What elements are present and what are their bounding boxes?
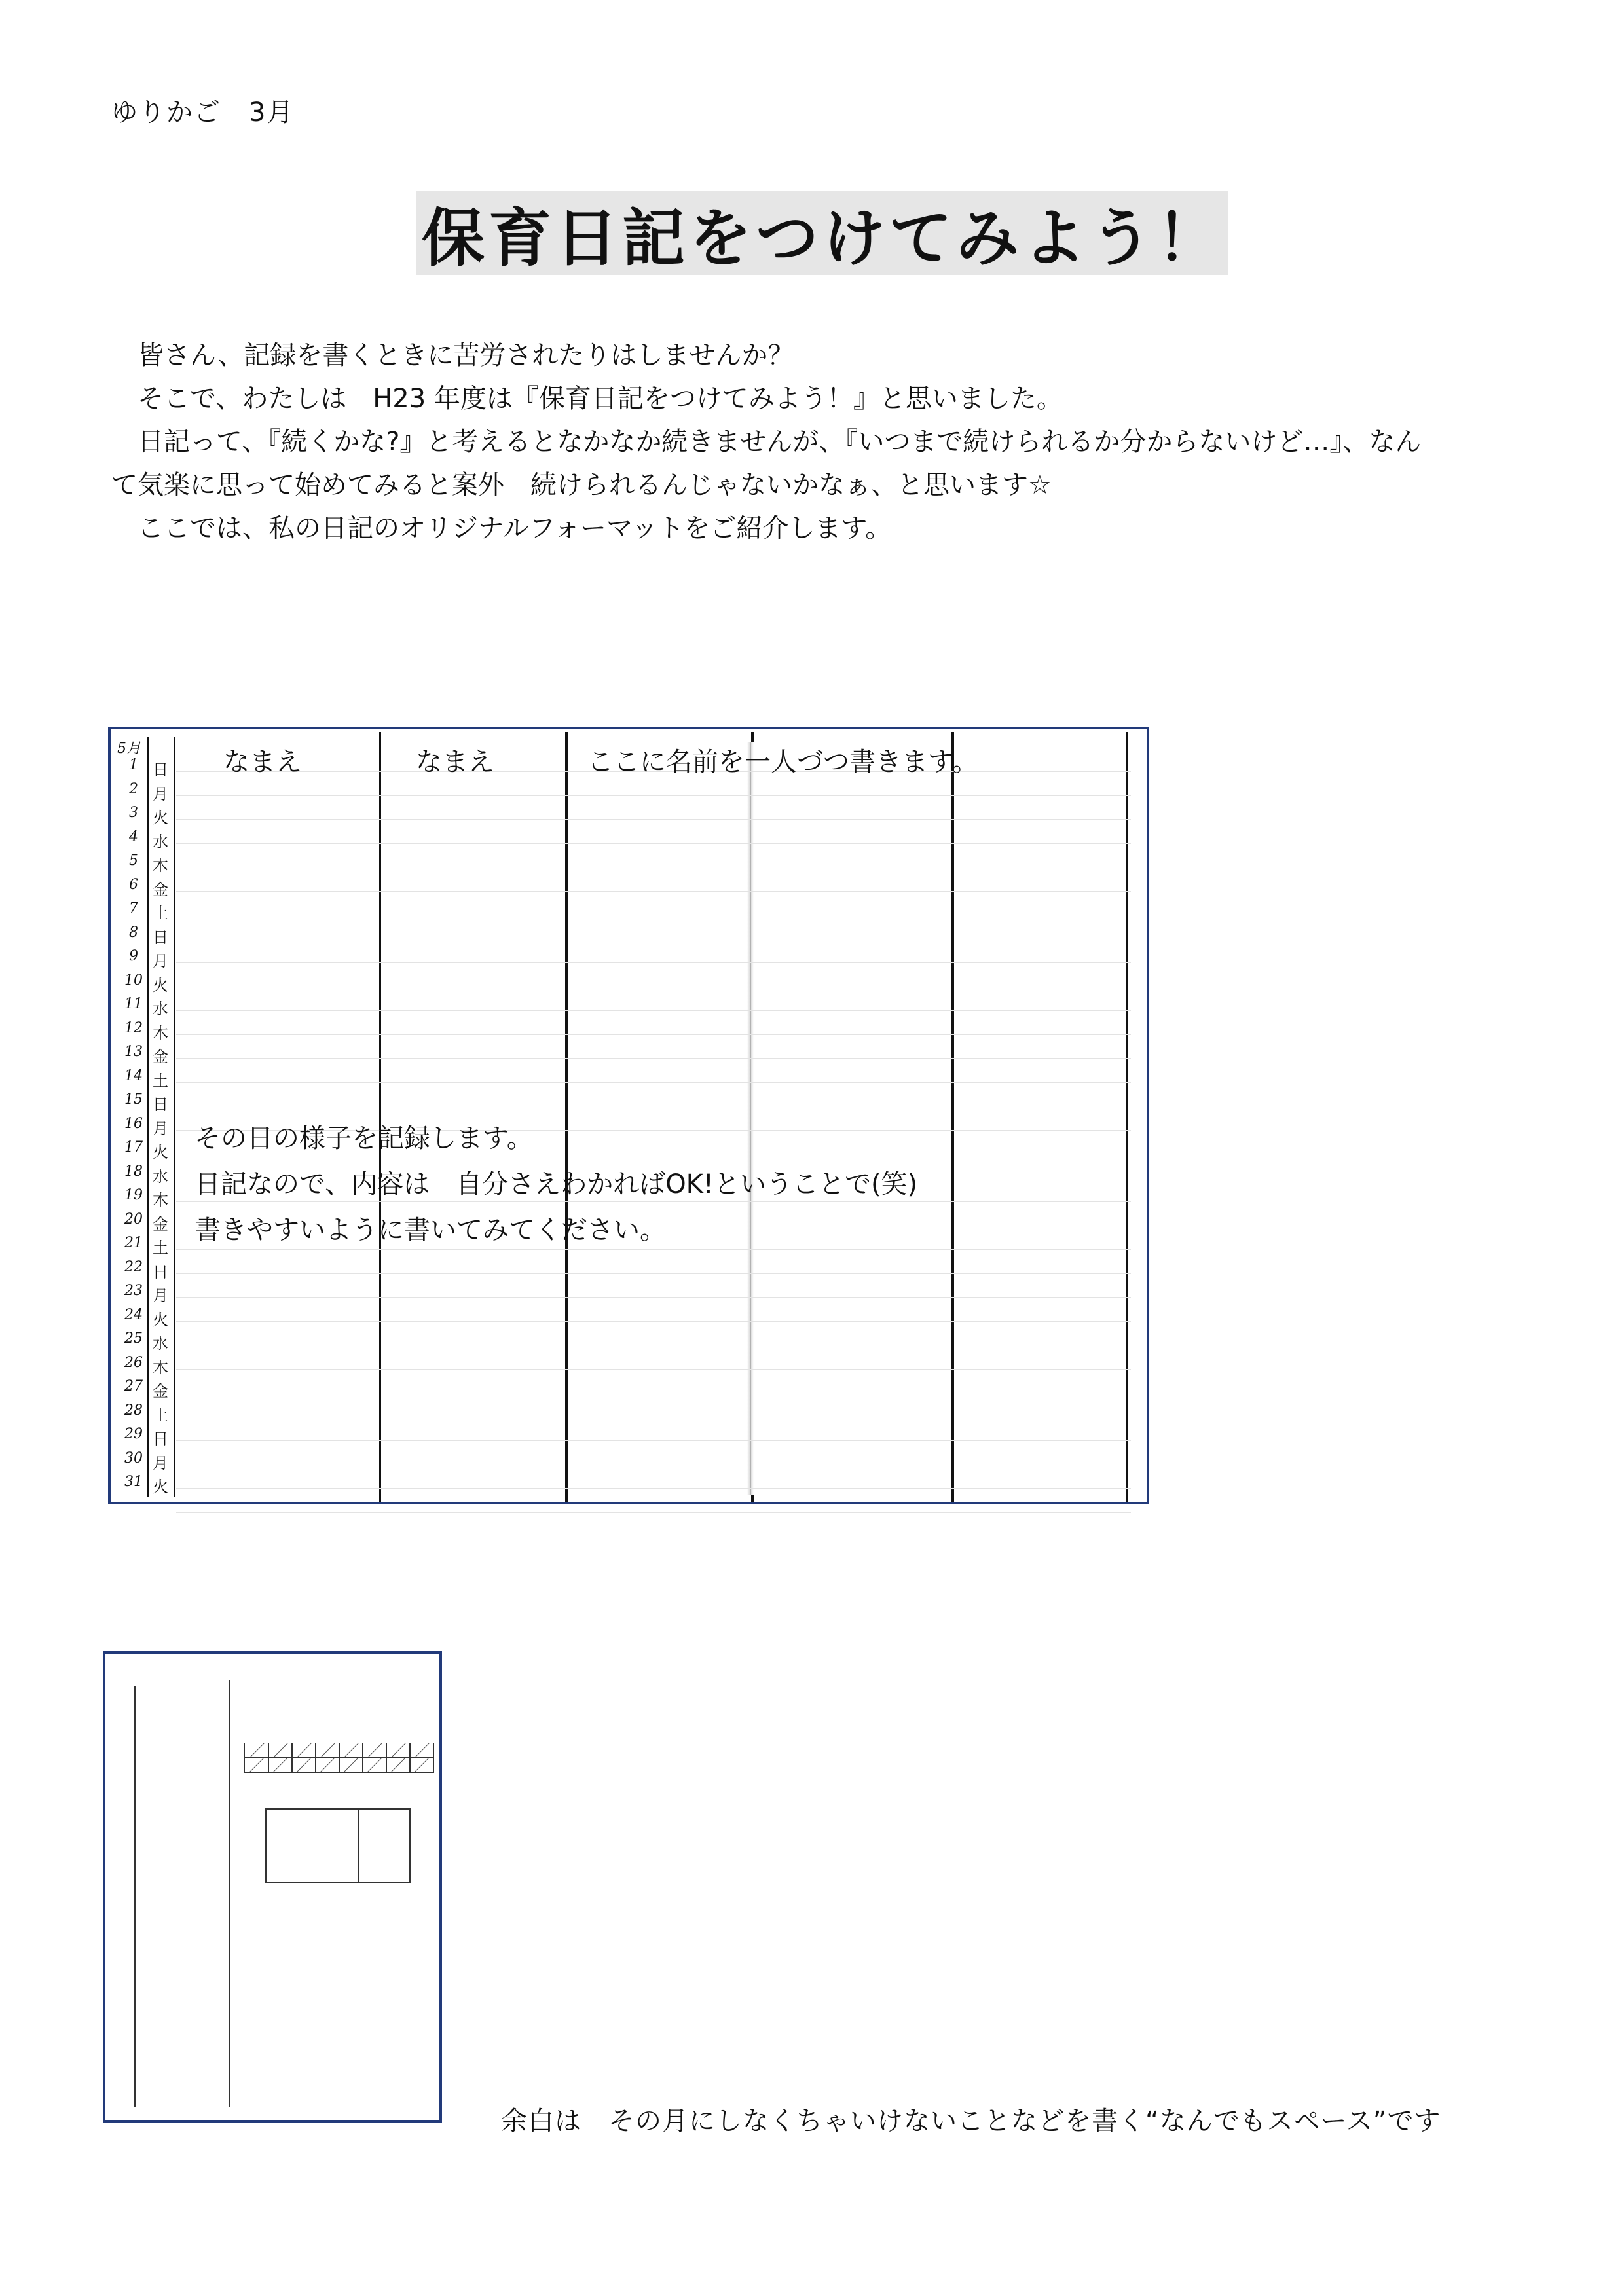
ruled-line bbox=[176, 1034, 1131, 1035]
page-title: 保育日記をつけてみよう！ bbox=[422, 201, 1223, 275]
sample-margin-line bbox=[134, 1686, 136, 2107]
ruled-line bbox=[176, 1440, 1131, 1441]
sample-table bbox=[265, 1808, 359, 1883]
ruled-line bbox=[176, 1297, 1131, 1298]
day-weekday: 水 bbox=[153, 1000, 168, 1018]
ruled-line bbox=[176, 1321, 1131, 1322]
day-weekday: 日 bbox=[153, 1095, 168, 1114]
day-number: 3 bbox=[129, 805, 138, 821]
day-number: 7 bbox=[129, 900, 138, 917]
diary-note bbox=[194, 1116, 917, 1253]
sample-grid-cell bbox=[291, 1743, 316, 1758]
diary-note-line: 日記なので、内容は 自分さえわかればOK!ということで(笑) bbox=[194, 1169, 918, 1199]
sample-grid-cell bbox=[244, 1743, 269, 1758]
ruled-line bbox=[176, 962, 1131, 963]
day-weekday: 火 bbox=[153, 809, 168, 827]
diary-format-image bbox=[108, 727, 1149, 1504]
day-weekday: 月 bbox=[153, 784, 168, 803]
date-column bbox=[113, 737, 175, 1497]
column-divider bbox=[951, 732, 954, 1502]
sample-grid-cell bbox=[339, 1757, 363, 1773]
month-label: 5月 bbox=[117, 740, 141, 757]
intro-line: ここでは、私の日記のオリジナルフォーマットをご紹介します。 bbox=[111, 513, 892, 543]
day-weekday: 木 bbox=[153, 1191, 168, 1209]
day-number: 2 bbox=[129, 780, 138, 797]
sample-grid-cell bbox=[409, 1757, 434, 1773]
intro-line: 日記って、『続くかな?』と考えるとなかなか続きませんが、『いつまで続けられるか分からないけど…』、なん bbox=[111, 427, 1422, 457]
intro-line: 皆さん、記録を書くときに苦労されたりはしませんか？ bbox=[111, 340, 794, 371]
day-number: 14 bbox=[124, 1067, 143, 1084]
day-weekday: 木 bbox=[153, 1023, 168, 1042]
sample-grid-cell bbox=[315, 1743, 340, 1758]
sample-grid-cell bbox=[362, 1757, 387, 1773]
day-number: 27 bbox=[124, 1378, 143, 1394]
ruled-line bbox=[176, 819, 1131, 820]
day-number: 15 bbox=[124, 1091, 143, 1108]
day-weekday: 月 bbox=[153, 1286, 168, 1305]
sample-grid-cell bbox=[339, 1743, 363, 1758]
day-number: 24 bbox=[124, 1306, 143, 1323]
sample-margin-line bbox=[229, 1680, 230, 2107]
sample-grid-cell bbox=[291, 1757, 316, 1773]
day-weekday: 木 bbox=[153, 1358, 168, 1377]
day-number: 11 bbox=[124, 996, 143, 1012]
day-weekday: 金 bbox=[153, 1382, 168, 1400]
day-number: 26 bbox=[124, 1354, 143, 1371]
day-number: 13 bbox=[124, 1044, 143, 1060]
day-number: 10 bbox=[124, 972, 143, 989]
day-number: 30 bbox=[124, 1449, 143, 1467]
day-weekday: 土 bbox=[153, 1071, 168, 1090]
day-number: 23 bbox=[124, 1283, 143, 1299]
sample-page-image bbox=[103, 1651, 442, 2123]
day-weekday: 日 bbox=[153, 1430, 168, 1448]
ruled-line bbox=[176, 1082, 1131, 1083]
day-number: 18 bbox=[124, 1163, 143, 1180]
day-number: 8 bbox=[129, 924, 138, 941]
sample-grid-cell bbox=[315, 1757, 340, 1773]
name-header-3: ここに名前を一人づつ書きます。 bbox=[587, 747, 978, 777]
day-weekday: 金 bbox=[153, 880, 168, 899]
name-header-2: なまえ bbox=[416, 747, 494, 777]
day-weekday: 土 bbox=[153, 904, 168, 922]
day-number: 5 bbox=[129, 852, 138, 869]
sample-grid-cell bbox=[268, 1743, 293, 1758]
ruled-line bbox=[176, 843, 1131, 844]
sample-grid-cell bbox=[244, 1757, 269, 1773]
sample-grid-cell bbox=[268, 1757, 293, 1773]
day-weekday: 水 bbox=[153, 1167, 168, 1186]
sample-table-extra bbox=[357, 1808, 411, 1883]
day-weekday: 月 bbox=[153, 952, 168, 970]
intro-line: そこで、わたしは H23 年度は『保育日記をつけてみよう！』と思いました。 bbox=[111, 384, 1063, 414]
day-number: 29 bbox=[124, 1426, 143, 1442]
intro-line: て気楽に思って始めてみると案外 続けられるんじゃないかなぁ、と思います☆ bbox=[111, 470, 1052, 500]
day-weekday: 土 bbox=[153, 1406, 168, 1425]
ruled-line bbox=[176, 1058, 1131, 1059]
day-number: 1 bbox=[129, 757, 138, 773]
day-number: 19 bbox=[124, 1187, 143, 1203]
sample-grid-cell bbox=[409, 1743, 434, 1758]
sample-grid-cell bbox=[386, 1757, 411, 1773]
day-number: 4 bbox=[129, 828, 138, 845]
day-weekday: 月 bbox=[153, 1453, 168, 1472]
day-weekday: 火 bbox=[153, 1478, 168, 1496]
diary-note-line: 書きやすいように書いてみてください。 bbox=[194, 1215, 666, 1245]
day-weekday: 日 bbox=[153, 1262, 168, 1281]
sample-grid bbox=[244, 1743, 434, 1782]
day-weekday: 火 bbox=[153, 1143, 168, 1161]
column-divider bbox=[1126, 732, 1128, 1502]
day-number: 25 bbox=[124, 1330, 143, 1347]
diary-note-line: その日の様子を記録します。 bbox=[194, 1123, 533, 1154]
day-number: 22 bbox=[124, 1258, 143, 1275]
day-number: 20 bbox=[124, 1211, 143, 1228]
day-number: 21 bbox=[124, 1235, 143, 1251]
intro-text bbox=[111, 334, 1552, 550]
day-number: 28 bbox=[124, 1402, 143, 1419]
day-weekday: 金 bbox=[153, 1048, 168, 1066]
ruled-line bbox=[176, 795, 1131, 796]
title-banner bbox=[416, 191, 1228, 275]
ruled-line bbox=[176, 891, 1131, 892]
day-weekday: 水 bbox=[153, 1334, 168, 1353]
header-label: ゆりかご 3月 bbox=[111, 98, 295, 128]
day-weekday: 日 bbox=[153, 928, 168, 947]
sample-grid-cell bbox=[386, 1743, 411, 1758]
day-number: 16 bbox=[124, 1115, 143, 1132]
day-weekday: 水 bbox=[153, 832, 168, 851]
day-number: 12 bbox=[124, 1019, 143, 1036]
footer-note: 余白は その月にしなくちゃいけないことなどを書く“なんでもスペース”です bbox=[501, 2106, 1441, 2136]
day-weekday: 火 bbox=[153, 1310, 168, 1329]
day-number: 6 bbox=[129, 876, 138, 893]
day-number: 17 bbox=[124, 1139, 143, 1156]
day-weekday: 土 bbox=[153, 1239, 168, 1257]
day-weekday: 金 bbox=[153, 1214, 168, 1233]
ruled-line bbox=[176, 1512, 1131, 1513]
name-header-1: なまえ bbox=[223, 747, 302, 777]
day-number: 9 bbox=[129, 948, 138, 964]
day-weekday: 日 bbox=[153, 761, 168, 779]
day-weekday: 火 bbox=[153, 975, 168, 994]
sample-grid-cell bbox=[362, 1743, 387, 1758]
ruled-line bbox=[176, 1010, 1131, 1011]
ruled-line bbox=[176, 1488, 1131, 1489]
day-number: 31 bbox=[124, 1474, 143, 1490]
ruled-line bbox=[176, 1273, 1131, 1274]
ruled-line bbox=[176, 1369, 1131, 1370]
day-weekday: 月 bbox=[153, 1119, 168, 1138]
day-weekday: 木 bbox=[153, 856, 168, 875]
